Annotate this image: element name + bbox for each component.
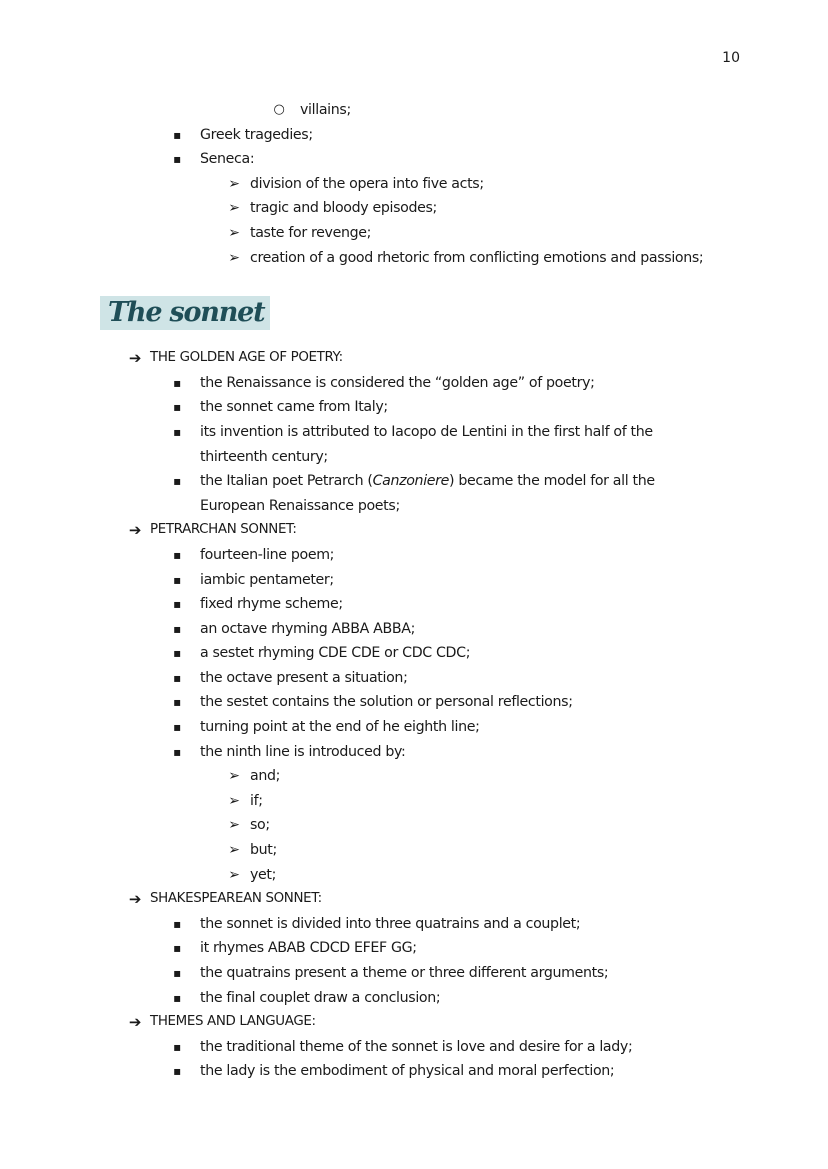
list-item-text: villains; xyxy=(300,102,351,118)
arrowhead-bullet-icon: ➢ xyxy=(228,200,240,217)
square-bullet-icon: ▪ xyxy=(173,1064,181,1079)
list-item xyxy=(0,469,828,494)
square-bullet-icon: ▪ xyxy=(173,695,181,710)
arrowhead-bullet-icon: ➢ xyxy=(228,866,240,883)
list-item xyxy=(0,961,828,986)
list-item-text: thirteenth century; xyxy=(200,448,328,465)
text-fragment: the Italian poet Petrarch ( xyxy=(200,473,373,490)
list-item-text: the octave present a situation; xyxy=(200,669,408,686)
square-bullet-icon: ▪ xyxy=(173,152,181,167)
list-item-text: iambic pentameter; xyxy=(200,571,334,588)
list-item-text: European Renaissance poets; xyxy=(200,497,400,514)
arrowhead-bullet-icon: ➢ xyxy=(228,249,240,266)
list-item-text: division of the opera into five acts; xyxy=(250,175,484,192)
list-item-text: creation of a good rhetoric from conflicting emotions and passions; xyxy=(250,249,704,266)
list-item-text: the ninth line is introduced by: xyxy=(200,743,406,760)
list-item xyxy=(0,641,828,666)
list-item-text: the Renaissance is considered the “golden age” of poetry; xyxy=(200,374,595,391)
square-bullet-icon: ▪ xyxy=(173,990,181,1005)
square-bullet-icon: ▪ xyxy=(173,941,181,956)
list-item-text: a sestet rhyming CDE CDE or CDC CDC; xyxy=(200,645,471,662)
list-item xyxy=(0,246,828,271)
list-item xyxy=(0,715,828,740)
list-item-text: the quatrains present a theme or three different arguments; xyxy=(200,965,609,981)
list-item-text: Seneca: xyxy=(200,151,255,168)
list-item-text: yet; xyxy=(250,866,277,883)
list-item-text: Greek tragedies; xyxy=(200,126,313,143)
square-bullet-icon: ▪ xyxy=(173,572,181,587)
text-fragment: ) became the model for all the xyxy=(449,473,655,490)
list-item-text: its invention is attributed to Iacopo de Lentini in the first half of the xyxy=(200,423,653,440)
square-bullet-icon: ▪ xyxy=(173,720,181,735)
square-bullet-icon: ▪ xyxy=(173,1039,181,1054)
list-item xyxy=(0,863,828,888)
square-bullet-icon: ▪ xyxy=(173,375,181,390)
square-bullet-icon: ▪ xyxy=(173,127,181,142)
list-item-continuation xyxy=(0,494,828,519)
square-bullet-icon: ▪ xyxy=(173,424,181,439)
square-bullet-icon: ▪ xyxy=(173,646,181,661)
list-item xyxy=(0,543,828,568)
page-number: 10 xyxy=(722,50,740,66)
list-item xyxy=(0,420,828,445)
list-item xyxy=(0,936,828,961)
list-item-text: the final couplet draw a conclusion; xyxy=(200,989,441,1006)
section-title: The sonnet xyxy=(100,296,270,330)
list-item xyxy=(0,172,828,197)
list-item-text: the sonnet came from Italy; xyxy=(200,399,388,416)
section-title-block xyxy=(0,296,828,346)
right-arrow-icon: ➔ xyxy=(128,521,142,540)
list-item-text: it rhymes ABAB CDCD EFEF GG; xyxy=(200,940,417,957)
list-item xyxy=(0,123,828,148)
list-item xyxy=(0,666,828,691)
list-item xyxy=(0,764,828,789)
square-bullet-icon: ▪ xyxy=(173,670,181,685)
list-item xyxy=(0,740,828,765)
section-heading xyxy=(0,518,828,543)
list-item-text: if; xyxy=(250,792,263,809)
list-item xyxy=(0,838,828,863)
list-item-text: turning point at the end of he eighth line; xyxy=(200,719,480,736)
list-item-text: tragic and bloody episodes; xyxy=(250,200,437,217)
heading-text: SHAKESPEAREAN SONNET: xyxy=(150,891,322,907)
list-item xyxy=(0,617,828,642)
heading-text: THEMES AND LANGUAGE: xyxy=(150,1014,316,1030)
list-item xyxy=(0,1059,828,1084)
list-item-text xyxy=(200,469,655,494)
list-item-text: the sestet contains the solution or personal reflections; xyxy=(200,694,573,711)
list-item xyxy=(0,592,828,617)
square-bullet-icon: ▪ xyxy=(173,621,181,636)
list-item-text: the lady is the embodiment of physical and moral perfection; xyxy=(200,1063,615,1080)
right-arrow-icon: ➔ xyxy=(128,890,142,909)
list-item xyxy=(0,912,828,937)
document-body xyxy=(0,98,828,1084)
list-item-text: fixed rhyme scheme; xyxy=(200,596,343,613)
italic-title: Canzoniere xyxy=(372,473,450,490)
list-item xyxy=(0,147,828,172)
square-bullet-icon: ▪ xyxy=(173,400,181,415)
section-heading xyxy=(0,346,828,371)
list-item-continuation xyxy=(0,445,828,470)
list-item-text: but; xyxy=(250,842,277,859)
square-bullet-icon: ▪ xyxy=(173,547,181,562)
list-item xyxy=(0,690,828,715)
section-heading xyxy=(0,887,828,912)
list-item-text: an octave rhyming ABBA ABBA; xyxy=(200,620,416,637)
list-item xyxy=(0,789,828,814)
list-item xyxy=(0,196,828,221)
square-bullet-icon: ▪ xyxy=(173,597,181,612)
heading-text: PETRARCHAN SONNET: xyxy=(150,522,297,538)
square-bullet-icon: ▪ xyxy=(173,474,181,489)
list-item xyxy=(0,371,828,396)
right-arrow-icon: ➔ xyxy=(128,1013,142,1032)
arrowhead-bullet-icon: ➢ xyxy=(228,768,240,785)
list-item xyxy=(0,568,828,593)
list-item-text: taste for revenge; xyxy=(250,224,372,241)
list-item xyxy=(0,395,828,420)
arrowhead-bullet-icon: ➢ xyxy=(228,224,240,241)
square-bullet-icon: ▪ xyxy=(173,744,181,759)
arrowhead-bullet-icon: ➢ xyxy=(228,175,240,192)
list-item-text: so; xyxy=(250,817,270,834)
square-bullet-icon: ▪ xyxy=(173,966,181,980)
circle-bullet-icon: ○ xyxy=(273,102,285,117)
list-item-text: and; xyxy=(250,768,281,785)
heading-text: THE GOLDEN AGE OF POETRY: xyxy=(150,350,343,366)
list-item-text: the traditional theme of the sonnet is love and desire for a lady; xyxy=(200,1038,633,1055)
list-item-text: the sonnet is divided into three quatrains and a couplet; xyxy=(200,915,581,932)
list-item xyxy=(0,221,828,246)
list-item xyxy=(0,98,828,123)
list-item xyxy=(0,1035,828,1060)
list-item-text: fourteen-line poem; xyxy=(200,546,335,563)
arrowhead-bullet-icon: ➢ xyxy=(228,792,240,809)
right-arrow-icon: ➔ xyxy=(128,349,142,368)
list-item xyxy=(0,813,828,838)
list-item xyxy=(0,986,828,1011)
arrowhead-bullet-icon: ➢ xyxy=(228,817,240,834)
square-bullet-icon: ▪ xyxy=(173,916,181,931)
section-heading xyxy=(0,1010,828,1035)
arrowhead-bullet-icon: ➢ xyxy=(228,842,240,859)
